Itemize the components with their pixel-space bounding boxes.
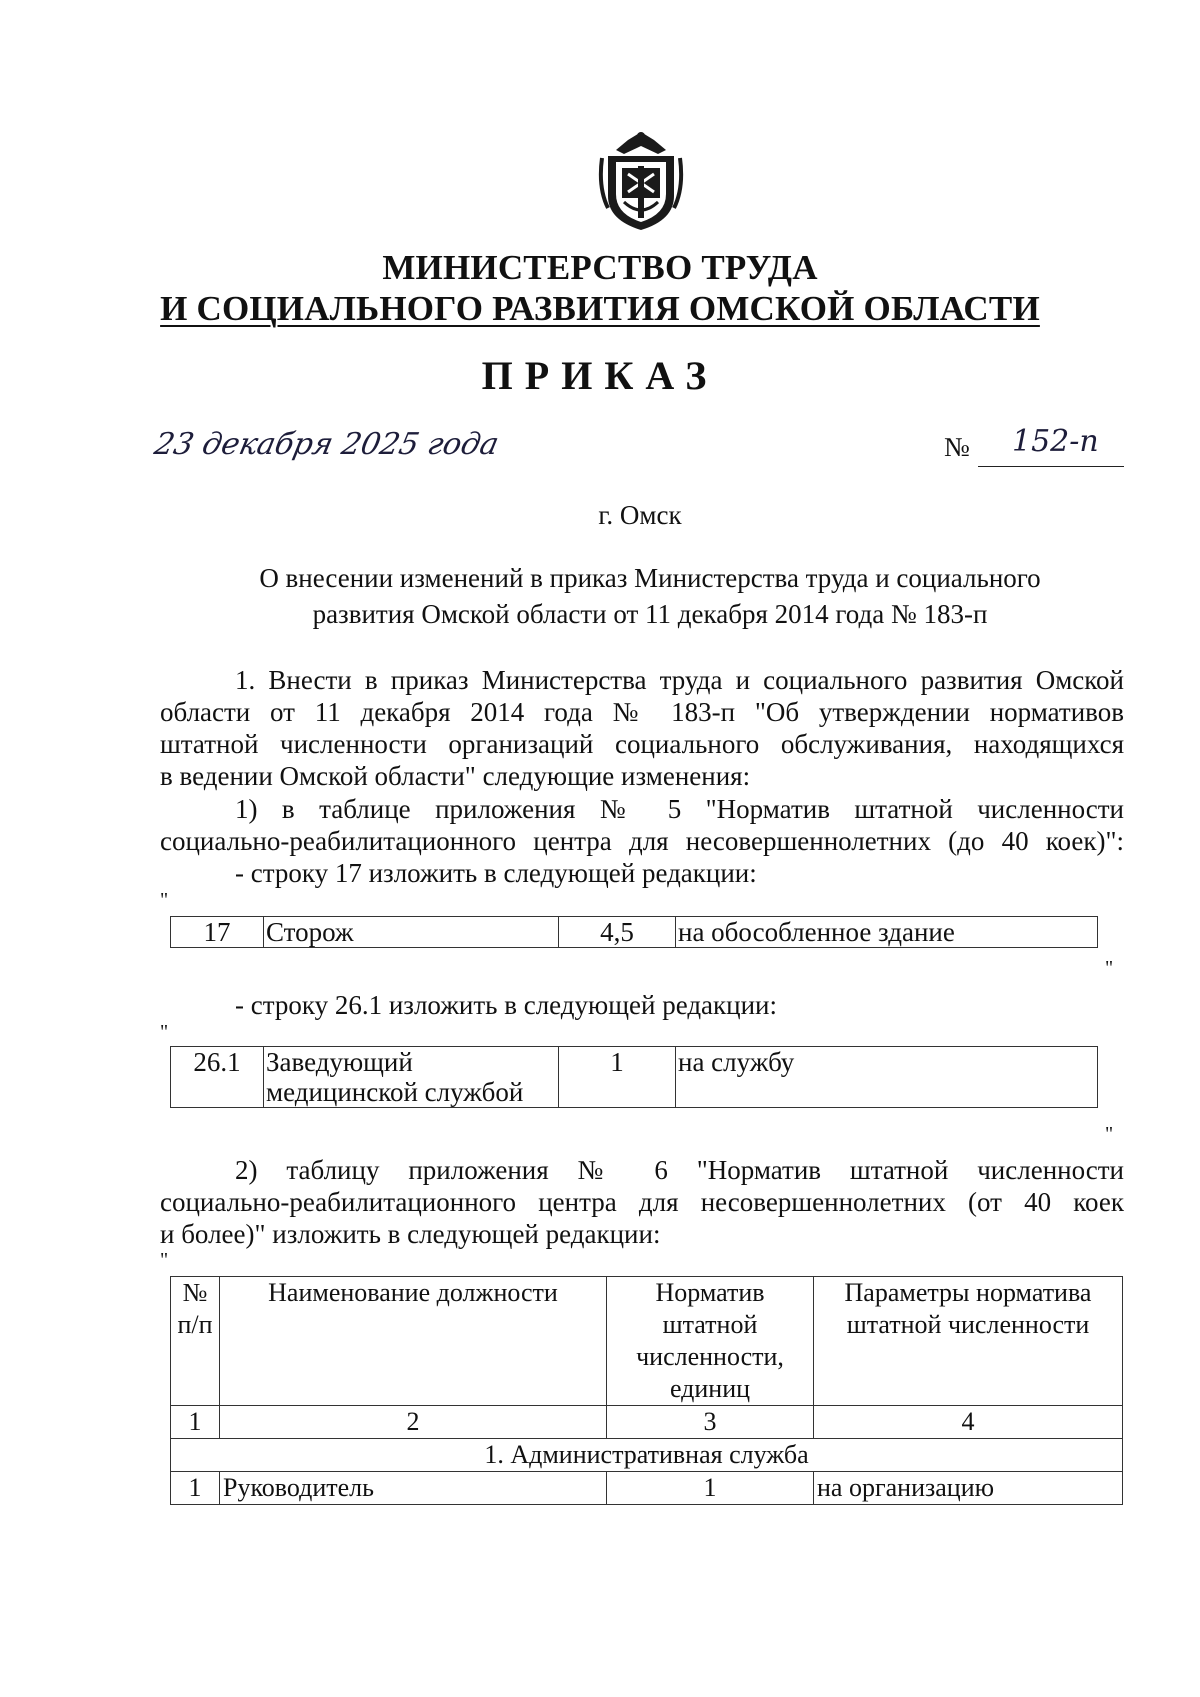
position-name: Сторож	[264, 917, 559, 948]
norm-parameter: на службу	[676, 1047, 1098, 1108]
column-header-parameters: Параметры норматива штатной численности	[814, 1277, 1123, 1406]
column-header-number: № п/п	[171, 1277, 220, 1406]
body-paragraph-line: 2) таблицу приложения № 6 "Норматив штатной численности	[235, 1155, 1124, 1185]
norm-value: 1	[559, 1047, 676, 1108]
ministry-name-line2: И СОЦИАЛЬНОГО РАЗВИТИЯ ОМСКОЙ ОБЛАСТИ	[160, 289, 1040, 328]
row-number: 26.1	[171, 1047, 264, 1108]
table-row	[171, 917, 1098, 948]
norm-parameter: на организацию	[814, 1472, 1123, 1505]
row-26-1-table	[170, 1046, 1098, 1108]
order-number: 152-п	[1012, 424, 1099, 459]
column-header-position: Наименование должности	[220, 1277, 607, 1406]
ministry-name-line1: МИНИСТЕРСТВО ТРУДА	[382, 248, 818, 287]
order-subject	[200, 560, 1100, 632]
section-title: 1. Административная служба	[171, 1439, 1123, 1472]
row-number: 17	[171, 917, 264, 948]
table-row	[171, 1047, 1098, 1108]
body-paragraph-line: в ведении Омской области" следующие изменения:	[160, 761, 751, 791]
table-header-row	[171, 1277, 1123, 1406]
body-paragraph-line: и более)" изложить в следующей редакции:	[160, 1219, 661, 1249]
staffing-norms-table	[170, 1276, 1123, 1505]
quote-mark: "	[160, 889, 169, 911]
body-paragraph-line: - строку 17 изложить в следующей редакции:	[235, 858, 757, 888]
subject-line: развития Омской области от 11 декабря 2014 года № 183-п	[312, 599, 988, 629]
column-header-norm: Норматив штатной численности, единиц	[607, 1277, 814, 1406]
coat-of-arms-emblem	[598, 128, 684, 232]
body-paragraph-line: области от 11 декабря 2014 года № 183-п "Об утверждении нормативов	[160, 697, 1124, 727]
body-paragraph-line: 1) в таблице приложения № 5 "Норматив штатной численности	[235, 794, 1124, 824]
body-paragraph-line: социально-реабилитационного центра для несовершеннолетних (до 40 коек)":	[160, 826, 1124, 856]
order-number-underline	[978, 466, 1124, 467]
position-name: Руководитель	[220, 1472, 607, 1505]
body-paragraph-line: штатной численности организаций социального обслуживания, находящихся	[160, 729, 1124, 759]
order-number-label: №	[944, 432, 970, 462]
body-paragraph-line: социально-реабилитационного центра для несовершеннолетних (от 40 коек	[160, 1187, 1124, 1217]
position-name: Заведующий медицинской службой	[264, 1047, 559, 1108]
row-number: 1	[171, 1472, 220, 1505]
city: г. Омск	[598, 500, 682, 530]
norm-parameter: на обособленное здание	[676, 917, 1098, 948]
column-number: 1	[171, 1406, 220, 1439]
norm-value: 4,5	[559, 917, 676, 948]
quote-mark: "	[1105, 957, 1114, 979]
norm-value: 1	[607, 1472, 814, 1505]
section-row	[171, 1439, 1123, 1472]
column-number: 3	[607, 1406, 814, 1439]
quote-mark: "	[1105, 1123, 1114, 1145]
row-17-table	[170, 916, 1098, 948]
quote-mark: "	[160, 1249, 169, 1271]
body-paragraph-line: - строку 26.1 изложить в следующей редакции:	[235, 990, 778, 1020]
quote-mark: "	[160, 1021, 169, 1043]
order-date: 23 декабря 2025 года	[151, 427, 502, 462]
order-title: ПРИКАЗ	[481, 353, 719, 398]
column-numbers-row	[171, 1406, 1123, 1439]
body-paragraph-line: 1. Внести в приказ Министерства труда и социального развития Омской	[235, 665, 1124, 695]
column-number: 2	[220, 1406, 607, 1439]
column-number: 4	[814, 1406, 1123, 1439]
table-row	[171, 1472, 1123, 1505]
subject-line: О внесении изменений в приказ Министерства труда и социального	[259, 563, 1041, 593]
